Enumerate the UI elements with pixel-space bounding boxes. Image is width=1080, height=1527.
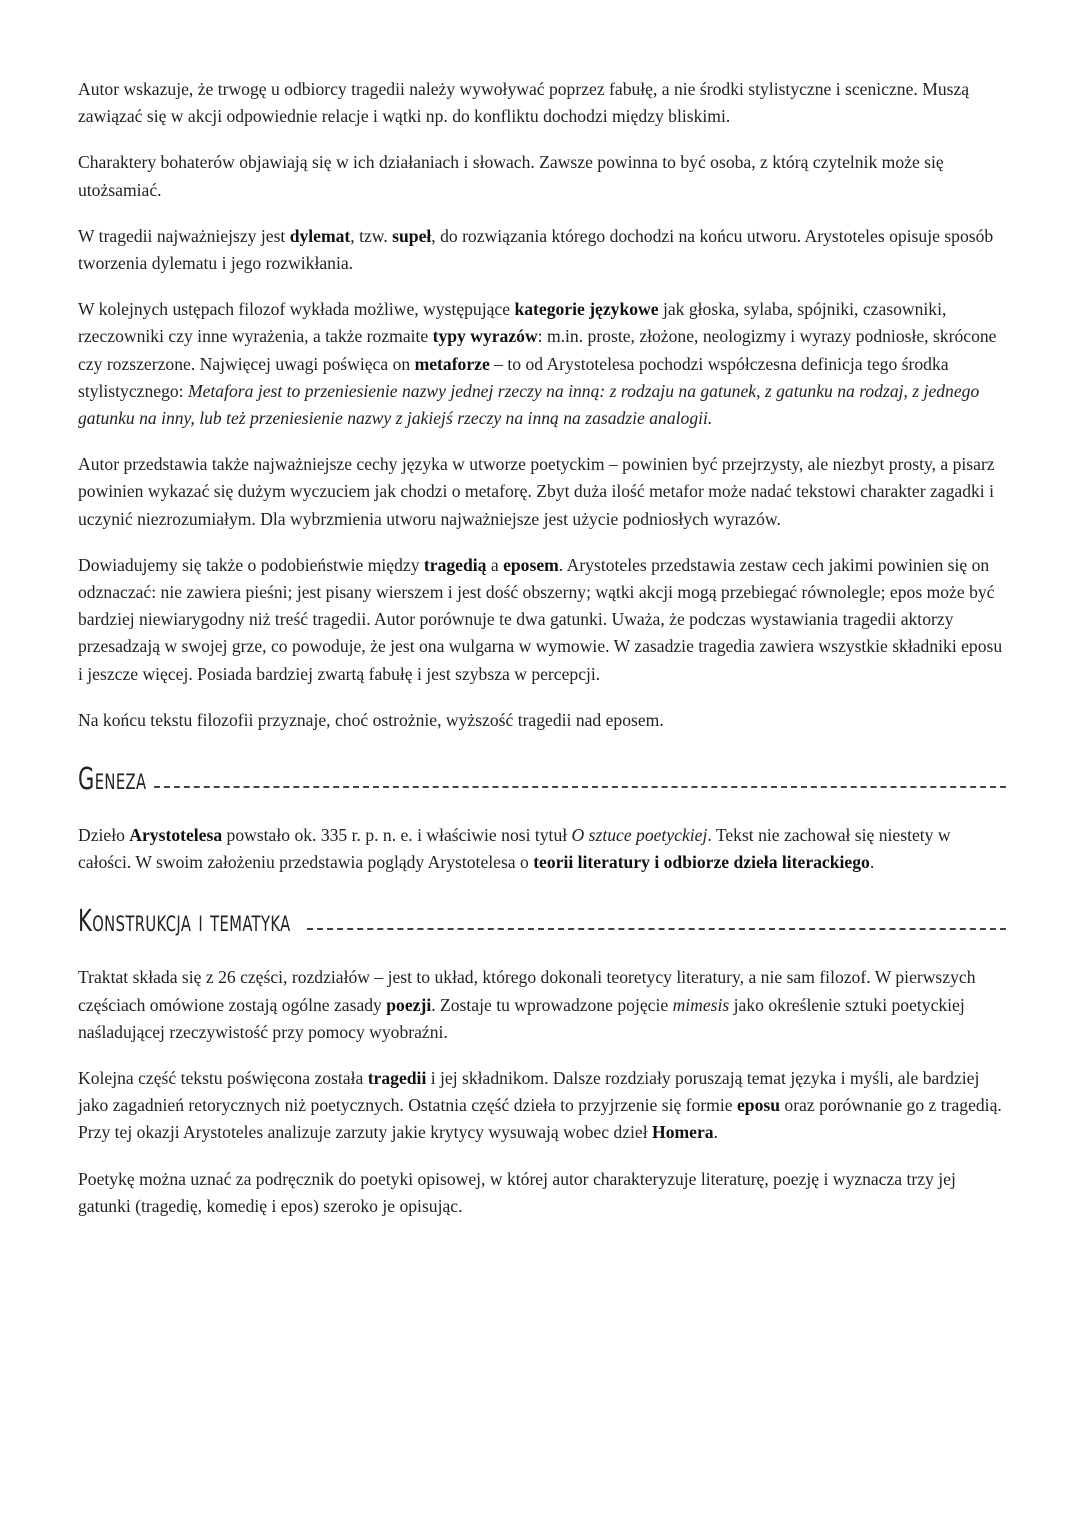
paragraph: [78, 149, 1006, 203]
bold-text: poezji: [386, 994, 432, 1015]
text-run: – to od Arystotelesa pochodzi współczesna definicja tego środka stylistycznego:: [78, 353, 949, 401]
section-heading-konstrukcja: [78, 900, 1006, 940]
bold-text: kategorie językowe: [514, 299, 659, 320]
paragraph: [78, 76, 1006, 130]
paragraph: [78, 552, 1006, 688]
text-run: Autor wskazuje, że trwogę u odbiorcy tragedii należy wywoływać poprzez fabułę, a nie środki stylistyczne i sceniczne. Muszą zawiązać się w akcji odpowiednie relacje i wątki np. do konfliktu dochodzi między bliskimi.: [78, 79, 970, 127]
text-run: i jej składnikom. Dalsze rozdziały poruszają temat języka i myśli, ale bardziej jako zagadnień retorycznych niż poetycznych. Ostatnia część dzieła to przyjrzenie się formie: [78, 1068, 980, 1116]
bold-text: tragedii: [367, 1068, 427, 1089]
text-run: Dzieło: [78, 825, 130, 846]
geneza-section: [78, 822, 1006, 876]
section-heading-geneza: [78, 758, 1006, 798]
paragraph: [78, 451, 1006, 533]
section-heading-title: Konstrukcja i tematyka: [78, 904, 291, 940]
paragraph: [78, 296, 1006, 432]
text-run: jak głoska, sylaba, spójniki, czasowniki, rzeczowniki czy inne wyrażenia, a także rozmaite: [78, 299, 947, 347]
italic-text: mimesis: [672, 994, 730, 1015]
text-run: Charaktery bohaterów objawiają się w ich działaniach i słowach. Zawsze powinna to być osoba, z którą czytelnik może się utożsamiać.: [78, 152, 944, 200]
text-run: Poetykę można uznać za podręcznik do poetyki opisowej, w której autor charakteryzuje literaturę, poezję i wyznacza trzy jej gatunki (tragedię, komedię i epos) szeroko je opisując.: [78, 1168, 956, 1216]
bold-text: teorii literatury i odbiorze dzieła literackiego: [533, 852, 870, 873]
text-run: a: [486, 554, 504, 575]
text-run: oraz porównanie go z tragedią. Przy tej okazji Arystoteles analizuje zarzuty jakie krytycy wysuwają wobec dzieł: [78, 1095, 1002, 1143]
bold-text: metaforze: [414, 353, 490, 374]
text-run: . Tekst nie zachował się niestety w całości. W swoim założeniu przedstawia poglądy Arystotelesa o: [78, 825, 951, 873]
text-run: .: [713, 1122, 718, 1143]
paragraph: [78, 1166, 1006, 1220]
paragraph: [78, 223, 1006, 277]
text-run: : m.in. proste, złożone, neologizmy i wyrazy podniosłe, skrócone czy rozszerzone. Najwięcej uwagi poświęca on: [78, 326, 997, 374]
text-run: .: [869, 852, 875, 873]
bold-text: Homera: [652, 1122, 714, 1143]
bold-text: dylemat: [289, 225, 351, 246]
text-run: , do rozwiązania którego dochodzi na końcu utworu. Arystoteles opisuje sposób tworzenia dylematu i jego rozwikłania.: [78, 225, 994, 274]
bold-text: eposu: [736, 1095, 780, 1116]
paragraph: [78, 1065, 1006, 1147]
italic-text: Metafora jest to przeniesienie nazwy jednej rzeczy na inną: z rodzaju na gatunek, z gatunku na rodzaj, z jednego gatunku na inny, lub też przeniesienie nazwy z jakiejś rzeczy na inną na zasadzie analogii.: [78, 380, 980, 429]
italic-text: O sztuce poetyckiej: [571, 825, 708, 846]
text-run: . Arystoteles przedstawia zestaw cech jakimi powinien się on odznaczać: nie zawiera pieśni; jest pisany wierszem i jest dość obszerny; wątki akcji mogą przebiegać równolegle; epos może być bardziej niewiarygodny niż treść tragedii. Autor porównuje te dwa gatunki. Uważa, że podczas wystawiania tragedii aktorzy przesadzają w swojej grze, co powoduje, że jest ona wulgarna w wymowie. W zasadzie tragedia zawiera wszystkie składniki eposu i jeszcze więcej. Posiada bardziej zwartą fabułę i jest szybsza w percepcji.: [78, 554, 1003, 684]
text-run: Na końcu tekstu filozofii przyznaje, choć ostrożnie, wyższość tragedii nad eposem.: [78, 709, 664, 730]
konstrukcja-section: [78, 964, 1006, 1220]
text-run: jako określenie sztuki poetyckiej naśladującej rzeczywistość przy pomocy wyobraźni.: [78, 994, 965, 1042]
text-run: Autor przedstawia także najważniejsze cechy języka w utworze poetyckim – powinien być przejrzysty, ale niezbyt prosty, a pisarz powinien wykazać się dużym wyczuciem jak chodzi o metaforę. Zbyt duża ilość metafor może nadać tekstowi charakter zagadki i uczynić niezrozumiałym. Dla wybrzmienia utworu najważniejsze jest użycie podniosłych wyrazów.: [78, 454, 995, 529]
text-run: W tragedii najważniejszy jest: [78, 225, 290, 246]
bold-text: typy wyrazów: [432, 326, 538, 347]
text-run: powstało ok. 335 r. p. n. e. i właściwie nosi tytuł: [222, 825, 572, 846]
dashed-divider: [307, 928, 1006, 930]
bold-text: Arystotelesa: [129, 825, 223, 846]
paragraph: [78, 964, 1006, 1046]
text-run: , tzw.: [350, 225, 393, 246]
paragraph: [78, 707, 1006, 734]
section-heading-title: Geneza: [78, 762, 147, 798]
paragraph: [78, 822, 1006, 876]
text-run: . Zostaje tu wprowadzone pojęcie: [431, 994, 673, 1015]
intro-section: [78, 76, 1006, 734]
bold-text: tragedią: [423, 554, 487, 575]
text-run: Kolejna część tekstu poświęcona została: [78, 1068, 368, 1089]
text-run: Traktat składa się z 26 części, rozdziałów – jest to układ, którego dokonali teoretycy literatury, a nie sam filozof. W pierwszych częściach omówione zostają ogólne zasady: [78, 967, 976, 1015]
text-run: Dowiadujemy się także o podobieństwie między: [78, 554, 424, 575]
document-page: [78, 76, 1006, 1239]
bold-text: eposem: [503, 554, 559, 575]
text-run: W kolejnych ustępach filozof wykłada możliwe, występujące: [78, 299, 515, 320]
dashed-divider: [154, 786, 1006, 788]
bold-text: supeł: [392, 225, 432, 246]
